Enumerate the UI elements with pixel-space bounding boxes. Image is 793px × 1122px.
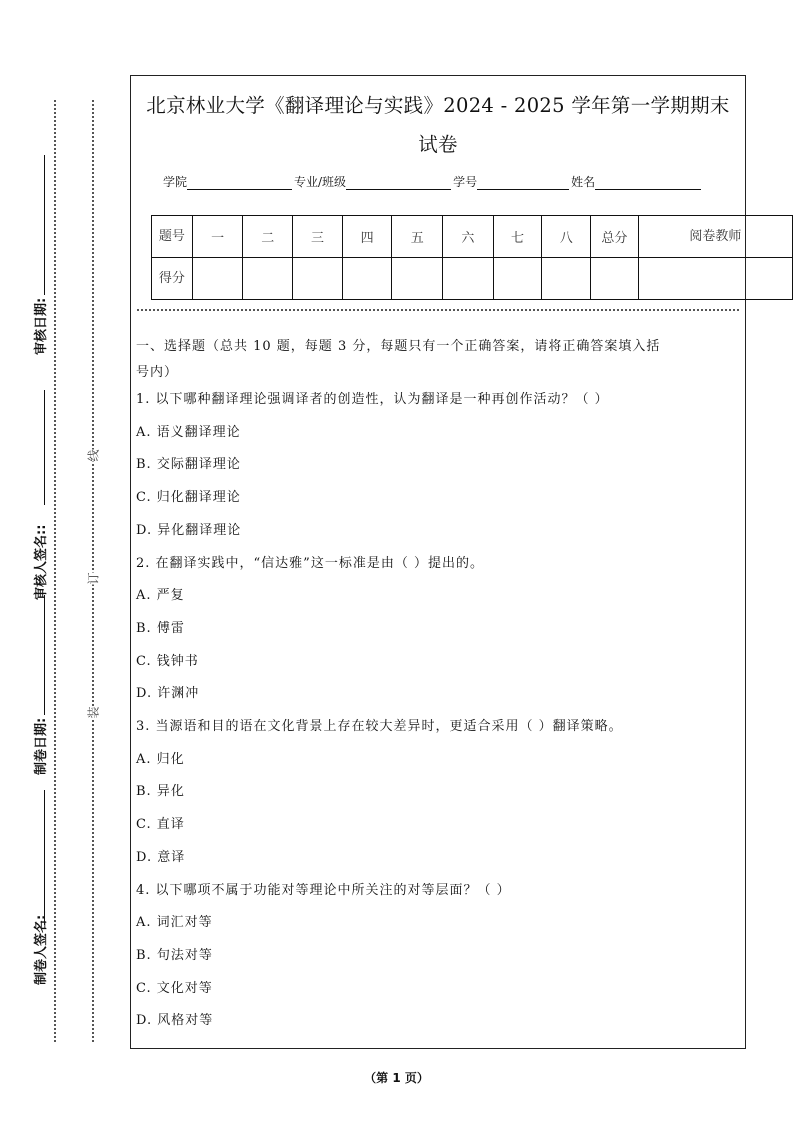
score-cell[interactable] — [243, 258, 293, 300]
col-header: 四 — [342, 216, 392, 258]
answer-option[interactable]: D. 许渊冲 — [136, 686, 200, 702]
exam-title: 北京林业大学《翻译理论与实践》2024 - 2025 学年第一学期期末 — [146, 94, 730, 117]
answer-option[interactable]: B. 句法对等 — [136, 947, 213, 963]
signature-strip — [30, 90, 50, 1050]
col-header: 阅卷教师 — [638, 216, 792, 258]
score-label: 得分 — [152, 258, 193, 300]
answer-option[interactable]: A. 词汇对等 — [136, 915, 213, 931]
name-field[interactable] — [595, 175, 701, 190]
student-info — [163, 173, 703, 190]
answer-option[interactable]: B. 交际翻译理论 — [136, 457, 241, 473]
answer-option[interactable]: B. 傅雷 — [136, 620, 185, 636]
col-header: 三 — [293, 216, 343, 258]
answer-option[interactable]: D. 意译 — [136, 849, 186, 865]
id-field[interactable] — [477, 175, 569, 190]
score-cell[interactable] — [443, 258, 494, 300]
answer-option[interactable]: A. 归化 — [136, 751, 185, 767]
score-cell[interactable] — [342, 258, 392, 300]
col-header: 八 — [542, 216, 591, 258]
answer-option[interactable]: D. 风格对等 — [136, 1013, 214, 1029]
score-cell[interactable] — [293, 258, 343, 300]
section-heading-cont: 号内） — [136, 365, 179, 380]
score-cell[interactable] — [192, 258, 243, 300]
answer-option[interactable]: C. 文化对等 — [136, 980, 213, 996]
answer-option[interactable]: D. 异化翻译理论 — [136, 522, 242, 538]
col-header: 六 — [443, 216, 494, 258]
reviewer-sign-label: 审核人签名:: — [34, 524, 49, 600]
major-label: 专业/班级 — [294, 175, 347, 189]
id-label: 学号 — [453, 175, 478, 189]
col-header: 七 — [493, 216, 542, 258]
major-field[interactable] — [346, 175, 451, 190]
exam-title-cont: 试卷 — [418, 133, 458, 156]
score-cell[interactable] — [591, 258, 639, 300]
separator — [137, 309, 739, 311]
score-cell[interactable] — [542, 258, 591, 300]
answer-option[interactable]: B. 异化 — [136, 784, 185, 800]
bind-char: 线 — [86, 449, 101, 462]
answer-option[interactable]: A. 严复 — [136, 588, 185, 604]
bind-char: 订 — [86, 572, 101, 585]
review-date-label: 审核日期: — [34, 297, 49, 355]
answer-option[interactable]: C. 归化翻译理论 — [136, 490, 241, 506]
maker-date-label: 制卷日期: — [34, 717, 49, 775]
binding-dotted-line-inner — [92, 100, 94, 1042]
maker-date-field[interactable] — [44, 595, 45, 715]
col-header: 总分 — [591, 216, 639, 258]
bind-char: 装 — [86, 706, 101, 719]
header-label: 题号 — [152, 216, 193, 258]
question-text: 2. 在翻译实践中，“信达雅”这一标准是由（ ）提出的。 — [136, 555, 484, 571]
page-number: （第 1 页） — [364, 1071, 429, 1085]
college-label: 学院 — [163, 175, 188, 189]
question-text: 3. 当源语和目的语在文化背景上存在较大差异时，更适合采用（ ）翻译策略。 — [136, 719, 623, 734]
score-cell[interactable] — [392, 258, 443, 300]
review-date-field[interactable] — [44, 155, 45, 295]
name-label: 姓名 — [571, 175, 596, 189]
col-header: 五 — [392, 216, 443, 258]
question-text: 1. 以下哪种翻译理论强调译者的创造性，认为翻译是一种再创作活动？（ ） — [136, 392, 609, 407]
maker-sign-label: 制卷人签名: — [34, 914, 49, 985]
col-header: 二 — [243, 216, 293, 258]
binding-dotted-line-outer — [54, 100, 56, 1042]
question-text: 4. 以下哪项不属于功能对等理论中所关注的对等层面？（ ） — [136, 882, 511, 898]
answer-option[interactable]: C. 直译 — [136, 817, 185, 833]
reviewer-sign-field[interactable] — [44, 390, 45, 505]
score-table — [151, 215, 793, 300]
answer-option[interactable]: C. 钱钟书 — [136, 653, 199, 669]
section-heading: 一、选择题（总共 10 题，每题 3 分，每题只有一个正确答案，请将正确答案填入括 — [136, 339, 661, 354]
score-cell[interactable] — [493, 258, 542, 300]
college-field[interactable] — [187, 175, 292, 190]
score-cell[interactable] — [638, 258, 792, 300]
col-header: 一 — [192, 216, 243, 258]
maker-sign-field[interactable] — [44, 790, 45, 925]
answer-option[interactable]: A. 语义翻译理论 — [136, 424, 241, 440]
